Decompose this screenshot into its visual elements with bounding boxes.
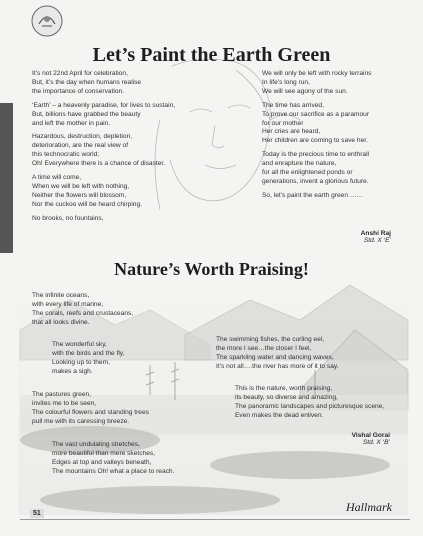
page-number: 51 [30,509,44,518]
poem-line: The pastures green, [32,391,92,398]
poem-line: The time has arrived, [262,101,324,109]
poem-2-signature [352,432,390,446]
poem-line: But, it’s the day when humans realise [32,78,142,86]
poem-2-stanza-4 [52,441,174,477]
poem-line: So, let’s paint the earth green …… [262,191,364,199]
poem-line: The sparkling water and dancing waves, [216,353,334,361]
poem-line: that all looks divine. [32,318,90,326]
poem-line: its beauty, so diverse and amazing, [235,393,338,401]
poem-line: To prove our sacrifice as a paramour [262,110,370,118]
poem-2-title: Nature’s Worth Praising! [114,259,309,279]
poem-line: We will see agony of the sun. [262,87,348,95]
poem-line: The swimming fishes, the curling eel, [216,336,325,343]
poem-line: invites me to be seen, [32,399,97,407]
poem-line: But, billions have grabbed the beauty [32,110,141,118]
poem-line: Today is the precious time to enthrall [262,151,370,159]
poem-line: Oh! Everywhere there is a chance of disaster. [32,160,166,168]
poem-line: more beautiful than mere sketches, [52,449,155,457]
poem-line: This is the nature, worth praising, [235,385,333,392]
poem-line: The corals, reefs and crustaceans, [32,309,134,317]
poem-line: The infinite oceans, [32,292,90,299]
poem-2-class: Std. X ‘B’ [362,439,390,446]
poem-line: this technocratic world; [32,151,100,159]
poem-line: The colourful flowers and standing trees [32,408,149,416]
poem-line: deterioration, are the real view of [32,142,129,150]
poem-line: In life’s long run, [262,78,310,86]
poem-line: It’s not all….the river has more of it to say. [216,362,339,370]
poem-line: and left the mother in pain. [32,119,111,127]
poem-line: We will only be left with rocky terrains [262,70,372,77]
poem-line: Even makes the dead enliven. [235,411,324,419]
poem-2-stanza-6 [235,385,384,421]
poem-line: for our mother [262,119,304,127]
poem-line: When we will be left with nothing, [32,182,130,190]
poem-line: The panoramic landscapes and picturesque scene, [235,402,385,410]
poem-line: the importance of conservation. [32,87,124,95]
poem-1-right-column [262,70,371,201]
poem-line: The vast undulating stretches, [52,441,140,448]
poem-line: Looking up to them, [52,358,110,366]
poem-2-author: Vishal Gorai [351,432,390,439]
poem-line: Edges at top and valleys beneath, [52,458,152,466]
poem-1-left-column [32,70,175,224]
poem-line: Her cries are heard, [262,128,321,136]
poem-line: The mountains Oh! what a place to reach. [52,467,175,475]
poem-line: No brooks, no fountains, [32,214,104,222]
poem-line: Neither the flowers will blossom, [32,191,127,199]
poem-line: A time will come, [32,174,82,182]
poem-line: pull me with its caressing breeze. [32,417,130,425]
hallmark-logo: Hallmark [346,500,392,514]
poem-line: It’s not 22nd April for celebration, [32,70,128,77]
school-emblem-icon [30,4,64,38]
poem-line: with every life of marine, [32,300,104,308]
poem-line: and enrapture the nature, [262,160,337,168]
poem-1-class: Std. X ‘E’ [363,237,391,244]
poem-line: makes a sigh. [52,367,93,375]
poem-line: Her children are coming to save her. [262,137,368,145]
poem-2-stanza-5 [216,336,339,372]
poem-line: for all the enlightened ponds or [262,169,353,177]
poem-1-title: Let’s Paint the Earth Green [92,44,331,66]
poem-2-stanza-1 [32,292,133,328]
poem-line: ‘Earth’ – a heavenly paradise, for lives to sustain, [32,101,176,109]
poem-line: the more I see…the closer I feel, [216,344,312,352]
poem-line: Hazardous, destruction, depletion, [32,133,133,141]
poem-1-author: Anshi Raj [360,230,391,237]
poem-2-stanza-2 [52,341,124,377]
poem-line: Nor the cuckoo will be heard chirping. [32,200,142,208]
poem-2-stanza-3 [32,391,149,427]
poem-line: generations, invent a glorious future. [262,177,369,185]
poem-line: with the birds and the fly, [52,349,125,357]
poem-line: The wonderful sky, [52,341,107,348]
footer-rule [20,519,410,520]
poem-1-signature [361,230,391,244]
